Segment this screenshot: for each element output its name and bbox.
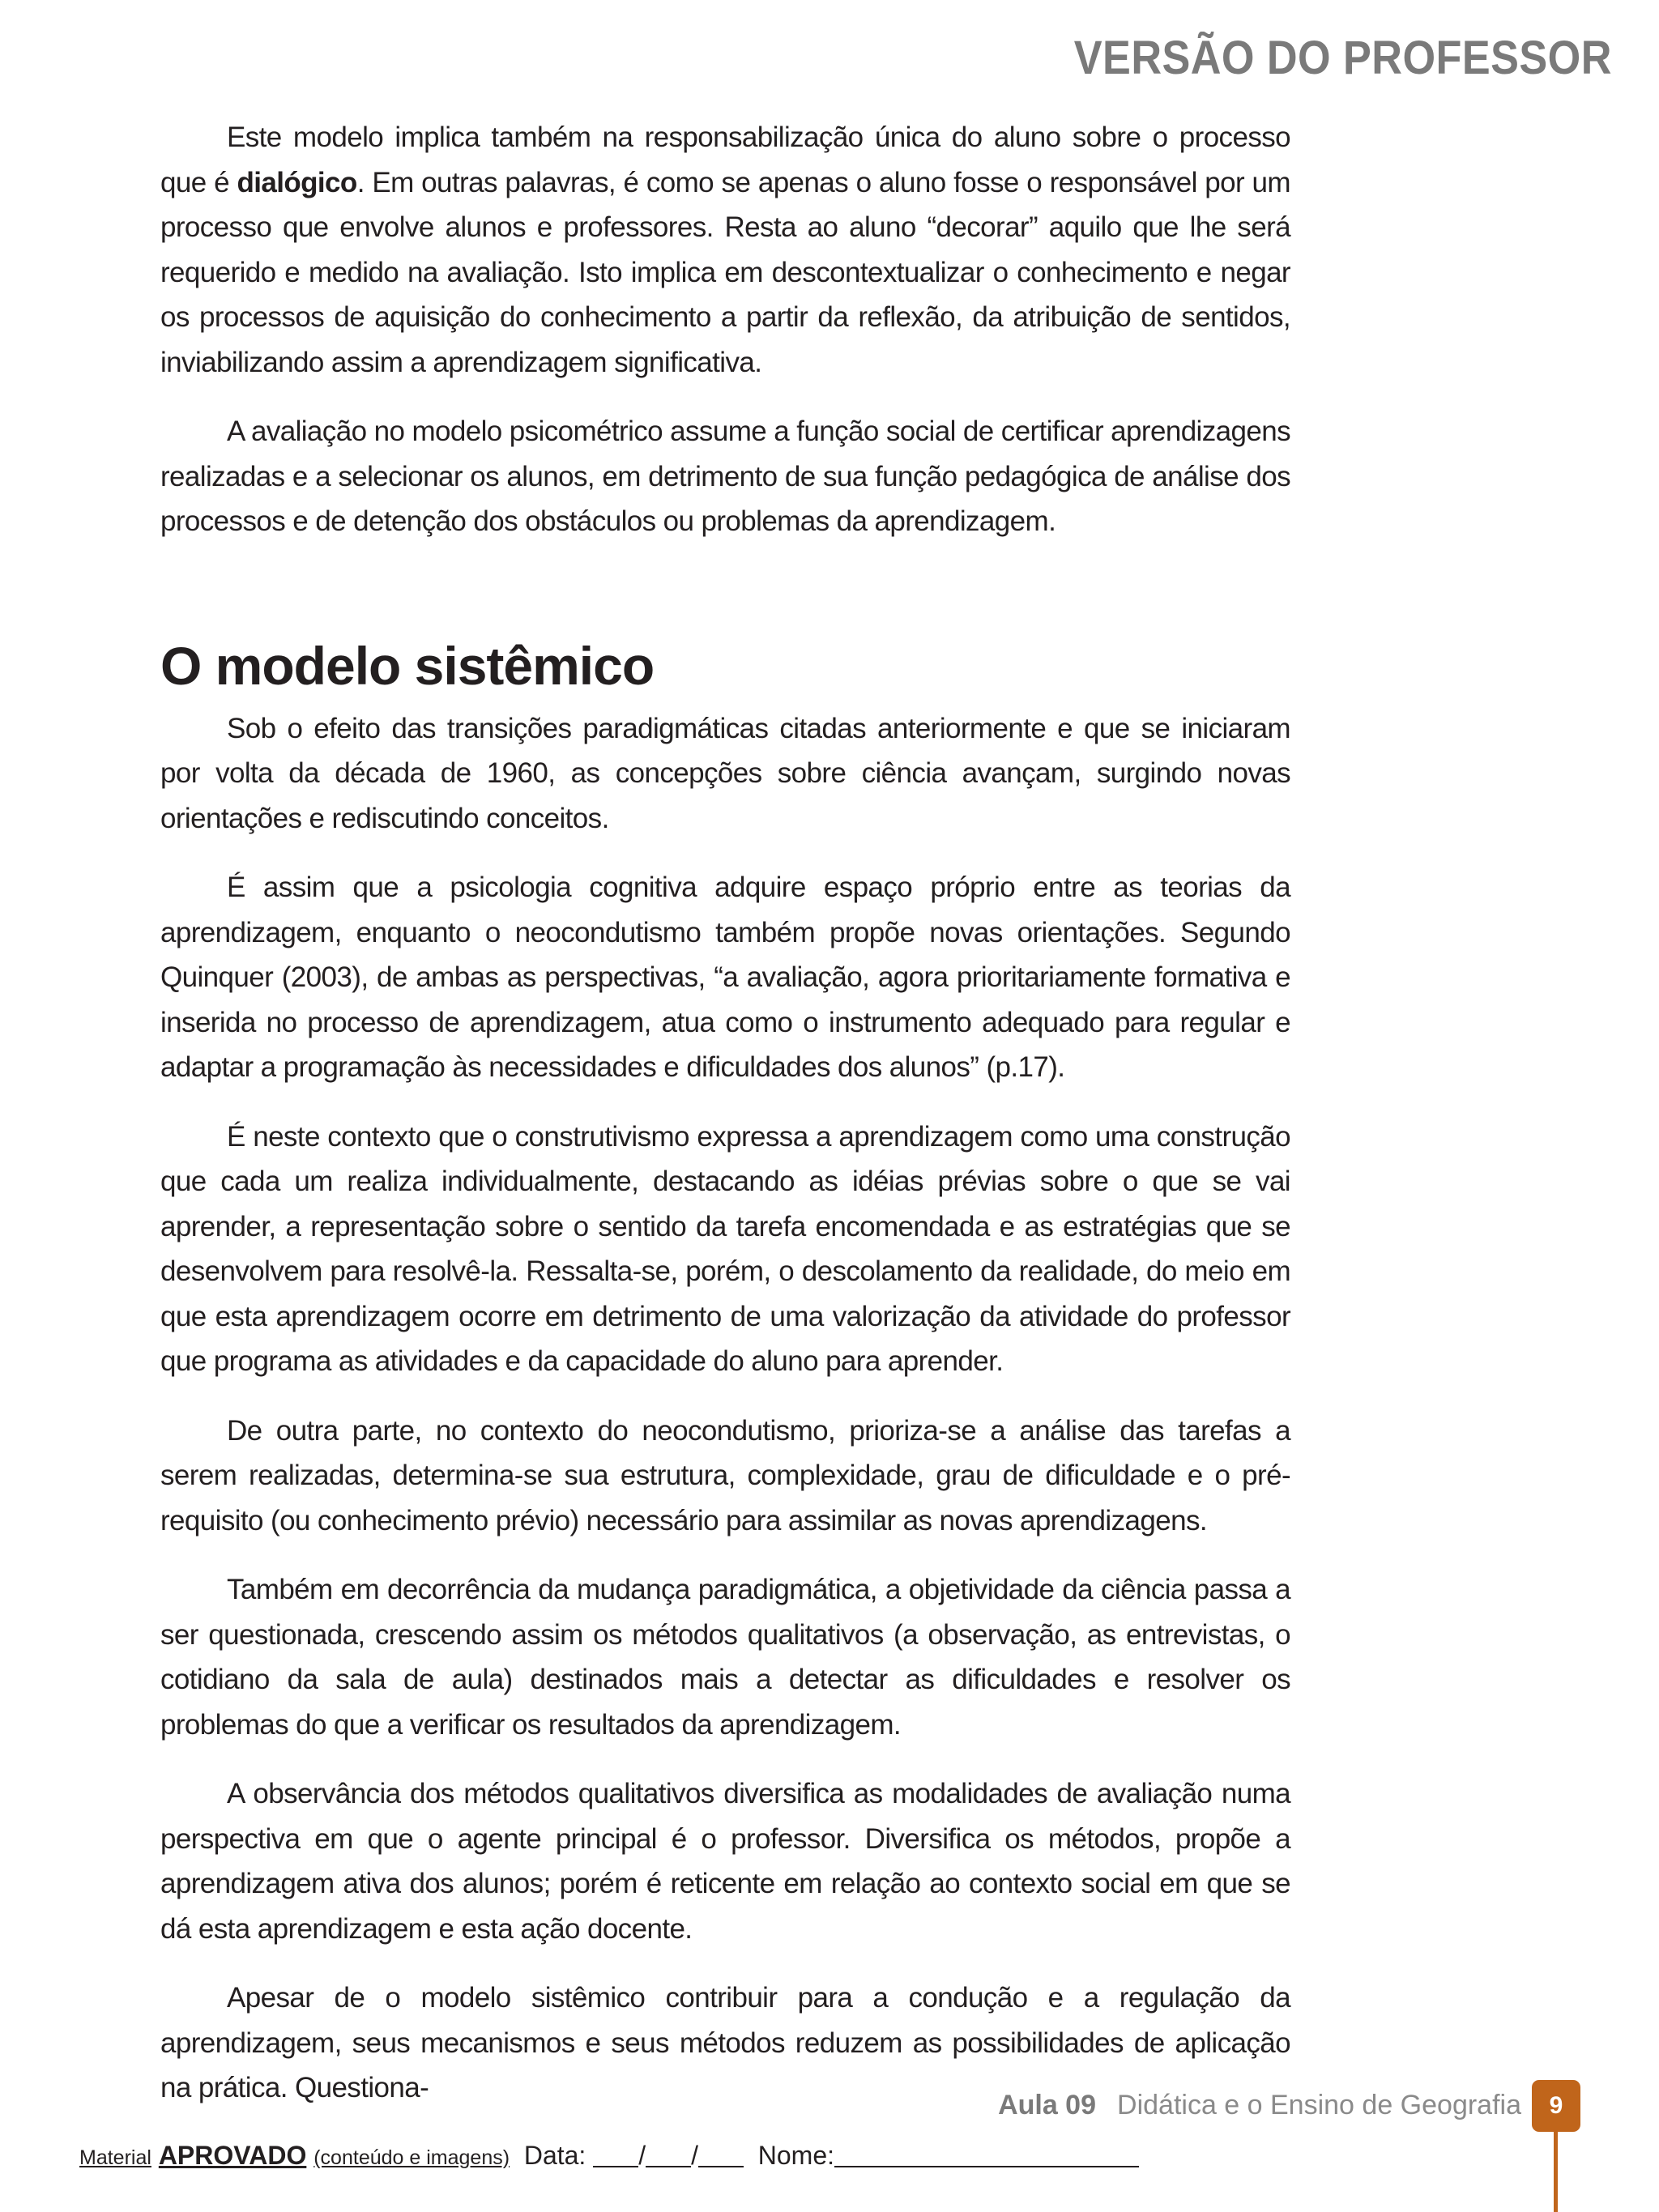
version-tag: VERSÃO DO PROFESSOR [1073, 32, 1612, 84]
bold-term: dialógico [237, 166, 357, 198]
page-content [160, 115, 1290, 2111]
course-title: Didática e o Ensino de Geografia [1117, 2090, 1521, 2120]
footer-course [998, 2090, 1521, 2121]
paragraph: Apesar de o modelo sistêmico contribuir para a condução e a regulação da aprendizagem, seus mecanismos e seus métodos reduzem as possibilidades de aplicação na prática. Questiona- [160, 1982, 1290, 2103]
section-heading: O modelo sistêmico [160, 635, 655, 696]
badge-divider-line [1554, 2132, 1558, 2212]
date-label: Data: [523, 2141, 586, 2170]
paragraph: É neste contexto que o construtivismo expressa a aprendizagem como uma construção que cada um realiza individualmente, destacando as idéias prévias sobre o que se vai aprender, a representação sobre o sentido da tarefa encomendada e as estratégias que se desenvolvem para resolvê-la. Ressalta-se, porém, o descolamento da realidade, do meio em que esta aprendizagem ocorre em detrimento de uma valorização da atividade do professor que programa as atividades e da capacidade do aluno para aprender. [160, 1120, 1290, 1377]
name-label: Nome: [757, 2141, 835, 2170]
date-month-field[interactable] [646, 2142, 691, 2167]
material-label: Material [79, 2146, 151, 2169]
lesson-label: Aula 09 [998, 2090, 1097, 2120]
paragraph-dialogico: Este modelo implica também na responsabilização única do aluno sobre o processo que é dialógico. Em outras palavras, é como se apenas o aluno fosse o responsável por um processo que envolve alunos e professores. Resta ao aluno “decorar” aquilo que lhe será requerido e medido na avaliação. Isto implica em descontextualizar o conhecimento e negar os processos de aquisição do conhecimento a partir da reflexão, da atribuição de sentidos, inviabilizando assim a aprendizagem significativa. [160, 121, 1290, 378]
page-number-badge: 9 [1532, 2080, 1580, 2132]
approved-note: (conteúdo e imagens) [313, 2146, 510, 2169]
paragraph: Sob o efeito das transições paradigmáticas citadas anteriormente e que se iniciaram por volta da década de 1960, as concepções sobre ciência avançam, surgindo novas orientações e rediscutindo conceitos. [160, 712, 1290, 834]
paragraph: De outra parte, no contexto do neocondutismo, prioriza-se a análise das tarefas a serem realizadas, determina-se sua estrutura, complexidade, grau de dificuldade e o pré-requisito (ou conhecimento prévio) necessário para assimilar as novas aprendizagens. [160, 1414, 1290, 1536]
date-year-field[interactable] [698, 2142, 744, 2167]
paragraph: A observância dos métodos qualitativos diversifica as modalidades de avaliação numa perspectiva em que o agente principal é o professor. Diversifica os métodos, propõe a aprendizagem ativa dos alunos; porém é reticente em relação ao contexto social em que se dá esta aprendizagem e esta ação docente. [160, 1778, 1290, 1945]
approval-form: Material APROVADO (conteúdo e imagens) Data: / / Nome: [79, 2141, 1139, 2171]
approved-label: APROVADO [158, 2141, 307, 2170]
paragraph-psicometrico: A avaliação no modelo psicométrico assume a função social de certificar aprendizagens realizadas e a selecionar os alunos, em detrimento de sua função pedagógica de análise dos processos e de detenção dos obstáculos ou problemas da aprendizagem. [160, 416, 1290, 537]
paragraph: Também em decorrência da mudança paradigmática, a objetividade da ciência passa a ser questionada, crescendo assim os métodos qualitativos (a observação, as entrevistas, o cotidiano da sala de aula) destinados mais a detectar as dificuldades e resolver os problemas do que a verificar os resultados da aprendizagem. [160, 1574, 1290, 1741]
paragraph: É assim que a psicologia cognitiva adquire espaço próprio entre as teorias da aprendizagem, enquanto o neocondutismo também propõe novas orientações. Segundo Quinquer (2003), de ambas as perspectivas, “a avaliação, agora prioritariamente formativa e inserida no processo de aprendizagem, atua como o instrumento adequado para regular e adaptar a programação às necessidades e dificuldades dos alunos” (p.17). [160, 872, 1290, 1083]
name-field[interactable] [834, 2142, 1139, 2167]
date-day-field[interactable] [593, 2142, 638, 2167]
